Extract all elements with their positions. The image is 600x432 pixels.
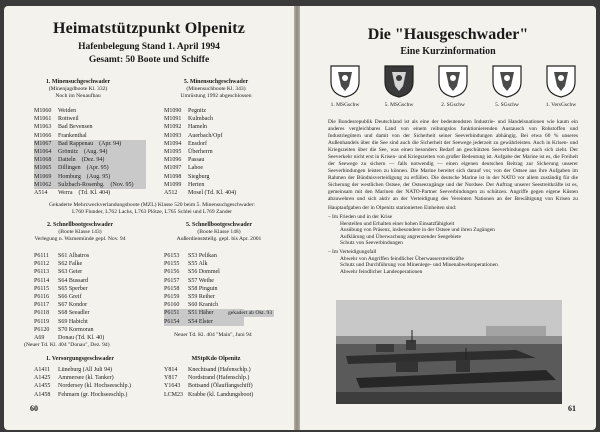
list-item xyxy=(34,277,146,285)
task-item: Aufklärung und Überwachung angrenzender Seegebiete xyxy=(340,233,461,240)
list-item xyxy=(34,382,164,390)
hull-number: M1090 xyxy=(164,108,182,114)
vessel-name: Lüneburg (All Juli 94) xyxy=(58,367,113,373)
list-item xyxy=(164,374,294,382)
hull-number: M1061 xyxy=(34,116,52,123)
crest-5-msgschw-icon xyxy=(383,64,415,98)
sq5-list xyxy=(164,107,276,197)
tasks-heading: Hauptaufgaben der in Olpenitz stationierten Einheiten sind: xyxy=(328,205,457,211)
sq2-footnote: (Neuer Td. Kl. 404 "Donau", Dez. 94) xyxy=(24,342,110,348)
crest-item xyxy=(536,64,586,108)
sq5s-cadre-note: gekadert ab Okt. 93 xyxy=(228,310,273,316)
mzl-note: Gekaderte Mehrzweckverlandungsboote (MZL) Klasse 520 beim 5. Minensuchgeschwader: L760 Flunder, L762 Lachs, L763 Plötze, L765 Schlei und L769 Zander xyxy=(49,202,255,216)
sq1-list xyxy=(34,107,146,197)
list-item xyxy=(34,309,146,317)
hull-number: P6157 xyxy=(164,277,180,284)
hull-number: P6159 xyxy=(164,294,180,301)
vessel-name: S64 Bussard xyxy=(58,277,89,284)
hull-number: A1455 xyxy=(34,383,51,390)
crest-5-sgschw-icon xyxy=(491,64,523,98)
list-item xyxy=(164,285,244,293)
vessel-name: Laboe xyxy=(188,165,203,172)
list-item xyxy=(164,366,294,374)
list-item xyxy=(164,268,244,276)
list-item xyxy=(164,156,276,164)
list-item xyxy=(164,115,276,123)
vessel-name: Bad Bevensen xyxy=(58,124,93,131)
list-item xyxy=(34,173,146,181)
list-item xyxy=(34,181,146,189)
hull-number: P6160 xyxy=(164,302,180,309)
vessel-name: Weiden xyxy=(58,108,77,114)
hull-number: Y1643 xyxy=(164,383,181,390)
hull-number: P6156 xyxy=(164,269,180,276)
vessel-name: S56 Dommel xyxy=(188,269,220,276)
page-number: 61 xyxy=(568,404,576,413)
task-item: Schutz von Seeverbindungen xyxy=(340,240,403,247)
crest-label: 5. MSGschw xyxy=(384,102,414,108)
page-subtitle-total: Gesamt: 50 Boote und Schiffe xyxy=(88,55,210,65)
vessel-name: S59 Reiher xyxy=(188,294,215,301)
page-title: Heimatstützpunkt Olpenitz xyxy=(52,20,246,37)
vessel-name: S68 Seeadler xyxy=(58,310,90,317)
crest-2-sgschw-icon xyxy=(437,64,469,98)
vessel-name: S60 Kranich xyxy=(188,302,219,309)
vessel-name: S62 Falke xyxy=(58,261,83,268)
list-item xyxy=(34,374,164,382)
list-item xyxy=(164,164,276,172)
hull-number: P6113 xyxy=(34,269,50,276)
sq5s-footnote: Neuer Td. Kl. 404 "Main", Juni 94 xyxy=(174,332,252,338)
list-item xyxy=(34,334,146,342)
list-item xyxy=(164,148,276,156)
vessel-name: Krabbe (kl. Landungsboot) xyxy=(188,391,254,398)
hull-number: M1093 xyxy=(164,132,182,139)
vessel-name: S53 Pelikan xyxy=(188,253,217,259)
vessel-name: S70 Kormoran xyxy=(58,326,94,333)
page-subtitle: Hafenbelegung Stand 1. April 1994 xyxy=(78,42,220,52)
page-subtitle: Eine Kurzinformation xyxy=(400,46,496,57)
right-page xyxy=(300,6,596,430)
crest-1-versgschw-icon xyxy=(545,64,577,98)
bullet-dash: – xyxy=(328,248,333,255)
vessel-name: Dillingen xyxy=(58,165,81,172)
list-item xyxy=(34,189,146,197)
vessel-name: Hameln xyxy=(188,124,207,131)
vessel-name: S69 Habicht xyxy=(58,318,88,325)
list-item xyxy=(164,301,244,309)
list-item xyxy=(34,268,146,276)
vessel-name: Donau (Td. Kl. 40) xyxy=(58,335,105,342)
hull-number: M1066 xyxy=(34,132,52,139)
page-number: 60 xyxy=(30,404,38,413)
hull-number: P6158 xyxy=(164,285,180,292)
hull-number: M1063 xyxy=(34,124,52,131)
left-page xyxy=(4,6,294,430)
vessel-name: S58 Pinguin xyxy=(188,285,218,292)
list-item xyxy=(164,181,276,189)
commission-date: (Apr. 94) xyxy=(99,140,122,147)
vessel-name: S65 Sperber xyxy=(58,285,88,292)
task-item: Herstellen und Erhalten einer hohen Einsatzfähigkeit xyxy=(340,220,455,227)
vessel-name: Pegnitz xyxy=(188,108,206,114)
vessel-name: Grömitz xyxy=(58,149,78,156)
vessel-name: Knechtsand (Hafenschlp.) xyxy=(188,367,251,373)
hull-number: A1425 xyxy=(34,375,51,382)
list-item xyxy=(164,189,276,197)
list-item xyxy=(34,148,146,156)
hull-number: A512 xyxy=(164,190,178,197)
crest-label: 2. SGschw xyxy=(441,102,465,108)
vessel-name: Überherrn xyxy=(188,149,213,156)
list-item xyxy=(164,277,244,285)
commission-date: (Aug. 95) xyxy=(86,173,111,180)
vessel-name: Nordersey (kl. Hochseeschlp.) xyxy=(58,383,131,390)
hull-number: P6112 xyxy=(34,261,50,268)
hull-number: M1097 xyxy=(164,165,182,172)
vessel-name: S54 Elster xyxy=(188,318,213,325)
hull-number: M1068 xyxy=(34,157,52,164)
list-item xyxy=(164,123,276,131)
list-item xyxy=(34,140,146,148)
crest-label: 5. SGschw xyxy=(495,102,519,108)
crest-row xyxy=(320,64,582,116)
commission-date: (Nov. 95) xyxy=(110,181,134,188)
page-title: Die "Hausgeschwader" xyxy=(367,26,529,43)
vessel-name: Herten xyxy=(188,181,205,188)
list-item xyxy=(34,326,146,334)
list-item xyxy=(164,318,244,326)
hull-number: M1062 xyxy=(34,181,52,188)
commission-date: (Apr. 95) xyxy=(86,165,109,172)
vessel-name: S66 Greif xyxy=(58,294,82,301)
commission-date: (Dez. 94) xyxy=(81,157,105,164)
list-item xyxy=(164,132,276,140)
list-item xyxy=(164,140,276,148)
vessel-name: S61 Albatros xyxy=(58,253,90,259)
sq5-header: 5. Minensuchgeschwader (Minensuchboote Kl. 343) Umrüstung 1992 abgeschlossen xyxy=(180,79,252,99)
vessel-name: Werra xyxy=(58,190,73,197)
hull-number: M1064 xyxy=(34,149,52,156)
mst-list xyxy=(164,366,294,399)
hull-number: LCM23 xyxy=(164,391,184,398)
list-item xyxy=(34,318,146,326)
hull-number: P6118 xyxy=(34,310,50,317)
list-item xyxy=(164,391,294,399)
vessel-name: Ensdorf xyxy=(188,140,207,147)
list-item xyxy=(164,107,276,115)
task-item: Abwehr feindlicher Landeoperationen xyxy=(340,268,423,275)
mst-header: MStpKdo Olpenitz xyxy=(191,356,241,362)
vessel-name: S63 Geier xyxy=(58,269,83,276)
crest-label: 1. VersGschw xyxy=(545,102,577,108)
hull-number: M1094 xyxy=(164,140,182,147)
hull-number: M1067 xyxy=(34,140,52,147)
crest-item xyxy=(374,64,424,108)
list-item xyxy=(34,260,146,268)
vessel-name: Fehmarn (gr. Hochseeschlp.) xyxy=(58,391,128,398)
list-item xyxy=(164,382,294,390)
vessel-name: Siegburg xyxy=(188,173,210,180)
vessel-name: Bottsand (Ölauffangschiff) xyxy=(188,383,253,390)
vessel-name: Ammersee (kl. Tanker) xyxy=(58,375,114,382)
hull-number: A1458 xyxy=(34,391,51,398)
list-item xyxy=(34,156,146,164)
crest-label: 1. MSGschw xyxy=(330,102,360,108)
list-item xyxy=(164,173,276,181)
sq2-header: 2. Schnellbootgeschwader (Boote Klasse 143) Verlegung n. Warnemünde gepl. Nov. 94 xyxy=(34,222,126,242)
hull-number: M1091 xyxy=(164,116,182,123)
hull-number: P6114 xyxy=(34,277,50,284)
list-item xyxy=(34,285,146,293)
hull-number: P6111 xyxy=(34,253,49,259)
hull-number: P6120 xyxy=(34,326,50,333)
vessel-name: S57 Weihe xyxy=(188,277,214,284)
list-item xyxy=(34,164,146,172)
hull-number: P6116 xyxy=(34,294,50,301)
hull-number: P6115 xyxy=(34,285,50,292)
hull-number: A1411 xyxy=(34,367,51,373)
list-item xyxy=(34,301,146,309)
hull-number: M1099 xyxy=(164,181,182,188)
list-item xyxy=(34,293,146,301)
ver-list xyxy=(34,366,164,399)
hull-number: M1060 xyxy=(34,108,52,114)
commission-date: (Aug. 94) xyxy=(84,149,108,156)
list-item xyxy=(164,252,244,260)
hull-number: M1095 xyxy=(164,149,182,156)
vessel-name: Auerbach/Opf xyxy=(188,132,223,139)
vessel-name: Datteln xyxy=(58,157,76,164)
sq2-list xyxy=(34,252,146,342)
commission-date: (Td. Kl. 404) xyxy=(78,190,111,197)
hull-number: M1096 xyxy=(164,157,182,164)
list-item xyxy=(34,132,146,140)
list-item xyxy=(164,293,244,301)
list-item xyxy=(164,260,244,268)
hull-number: M1069 xyxy=(34,173,52,180)
vessel-name: Frankenthal xyxy=(58,132,87,139)
hull-number: M1098 xyxy=(164,173,182,180)
hull-number: P6117 xyxy=(34,302,50,309)
hull-number: P6151 xyxy=(164,310,180,317)
vessel-name: Kulmbach xyxy=(188,116,213,123)
sq5s-header: 5. Schnellbootgeschwader (Boote Klasse 148) Außerdienststellg. gepl. bis Apr. 2001 xyxy=(176,222,262,242)
task-group-heading: – Im Verteidigungsfall xyxy=(328,248,377,255)
task-group-heading: – Im Frieden und in der Krise xyxy=(328,214,393,220)
list-item xyxy=(34,107,146,115)
list-item xyxy=(34,252,146,260)
list-item xyxy=(34,123,146,131)
list-item xyxy=(34,366,164,374)
vessel-name: Sulzbach-Rosenbg. xyxy=(58,181,105,188)
harbor-photo xyxy=(336,300,562,404)
intro-paragraph: Die Bundesrepublik Deutschland ist als eine der bedeutendsten Industrie- und Handelsnationen wie kaum ein anderes vergleichbares Land von einem reibungslos funktionierenden Austausch von Rohstoffen und Industriegütern und damit von der Sicherheit seiner Seeverbindungen abhängig. Bei etwa 60 % unseres Außenhandels über die See sind auch die Sicherheit der Seewege jederzeit zu gewährleisten. Auch in Krisen- und Kriegszeiten über die See, was einen besonders Bedarf an geschützten Seeverbindungen nach sich zieht. Der Seeverkehr nicht erst in Krisen- und Kriegszeiten von großer Bedeutung ist. Aufgabe der Marine ist es, die Freiheit der Seewege zu sichern — falls notwendig — einen eigenen deutschen Beitrag zur Sicherung unserer Seeverbindungen leisten zu können. Die Marine bereitet sich darauf vor, von der Ostsee aus ihre Aufgaben im Rahmen der Bündnisverteidigung zu erfüllen. Die deutsche Marine ist in der NATO vor allem zuständig für die Sicherung der westlichen Ostsee, der Ostseezugänge und der Nordsee. Der Auftrag unserer Seestreitkräfte ist es, gemeinsam mit den Marinen der NATO-Partner Seeverbindungen zu schützen. Angriffe gegen eigene Küsten abzuwehren und sich aktiv an der Verteidigung des Vereinten Nationen an der Bewältigung von Krisen zu xyxy=(328,119,578,202)
hull-number: M1065 xyxy=(34,165,52,172)
hull-number: P6153 xyxy=(164,253,180,259)
crest-1-msgschw-icon xyxy=(329,64,361,98)
vessel-name: S51 Häher xyxy=(188,310,214,317)
vessel-name: S55 Alk xyxy=(188,261,208,268)
list-item xyxy=(34,391,164,399)
crest-item xyxy=(320,64,370,108)
vessel-name: S67 Kondor xyxy=(58,302,88,309)
crest-item xyxy=(428,64,478,108)
hull-number: P6154 xyxy=(164,318,180,325)
vessel-name: Nordstrand (Hafenschlp.) xyxy=(188,375,250,382)
task-item: Abwehr von Angriffen feindlicher Überwasserstreitkräfte xyxy=(340,255,464,262)
hull-number: M1092 xyxy=(164,124,182,131)
vessel-name: Bad Rappenau xyxy=(58,140,94,147)
vessel-name: Rottweil xyxy=(58,116,79,123)
hull-number: A69 xyxy=(34,335,45,342)
hull-number: P6155 xyxy=(164,261,180,268)
tasks-list xyxy=(328,214,578,275)
hull-number: Y817 xyxy=(164,375,178,382)
harbor-ships-image xyxy=(336,300,562,404)
sq1-header: 1. Minensuchgeschwader (Minenjagdboote Kl. 332) Noch im Neuaufbau xyxy=(45,79,111,99)
vessel-name: Passau xyxy=(188,157,205,164)
list-item xyxy=(34,115,146,123)
task-item: Ausübung von Präsenz, insbesondere in der Ostsee und ihren Zugängen xyxy=(340,227,495,234)
vessel-name: Homburg xyxy=(58,173,81,180)
crest-item xyxy=(482,64,532,108)
task-item: Schutz und Durchführung von Minenlege- und Minenabwehroperationen xyxy=(340,262,498,269)
ver-header: 1. Versorgungsgeschwader xyxy=(45,356,114,362)
hull-number: Y814 xyxy=(164,367,178,373)
hull-number: P6119 xyxy=(34,318,50,325)
vessel-name: Mosel (Td. Kl. 404) xyxy=(188,190,237,197)
hull-number: A514 xyxy=(34,190,48,197)
bullet-dash: – xyxy=(328,214,333,220)
